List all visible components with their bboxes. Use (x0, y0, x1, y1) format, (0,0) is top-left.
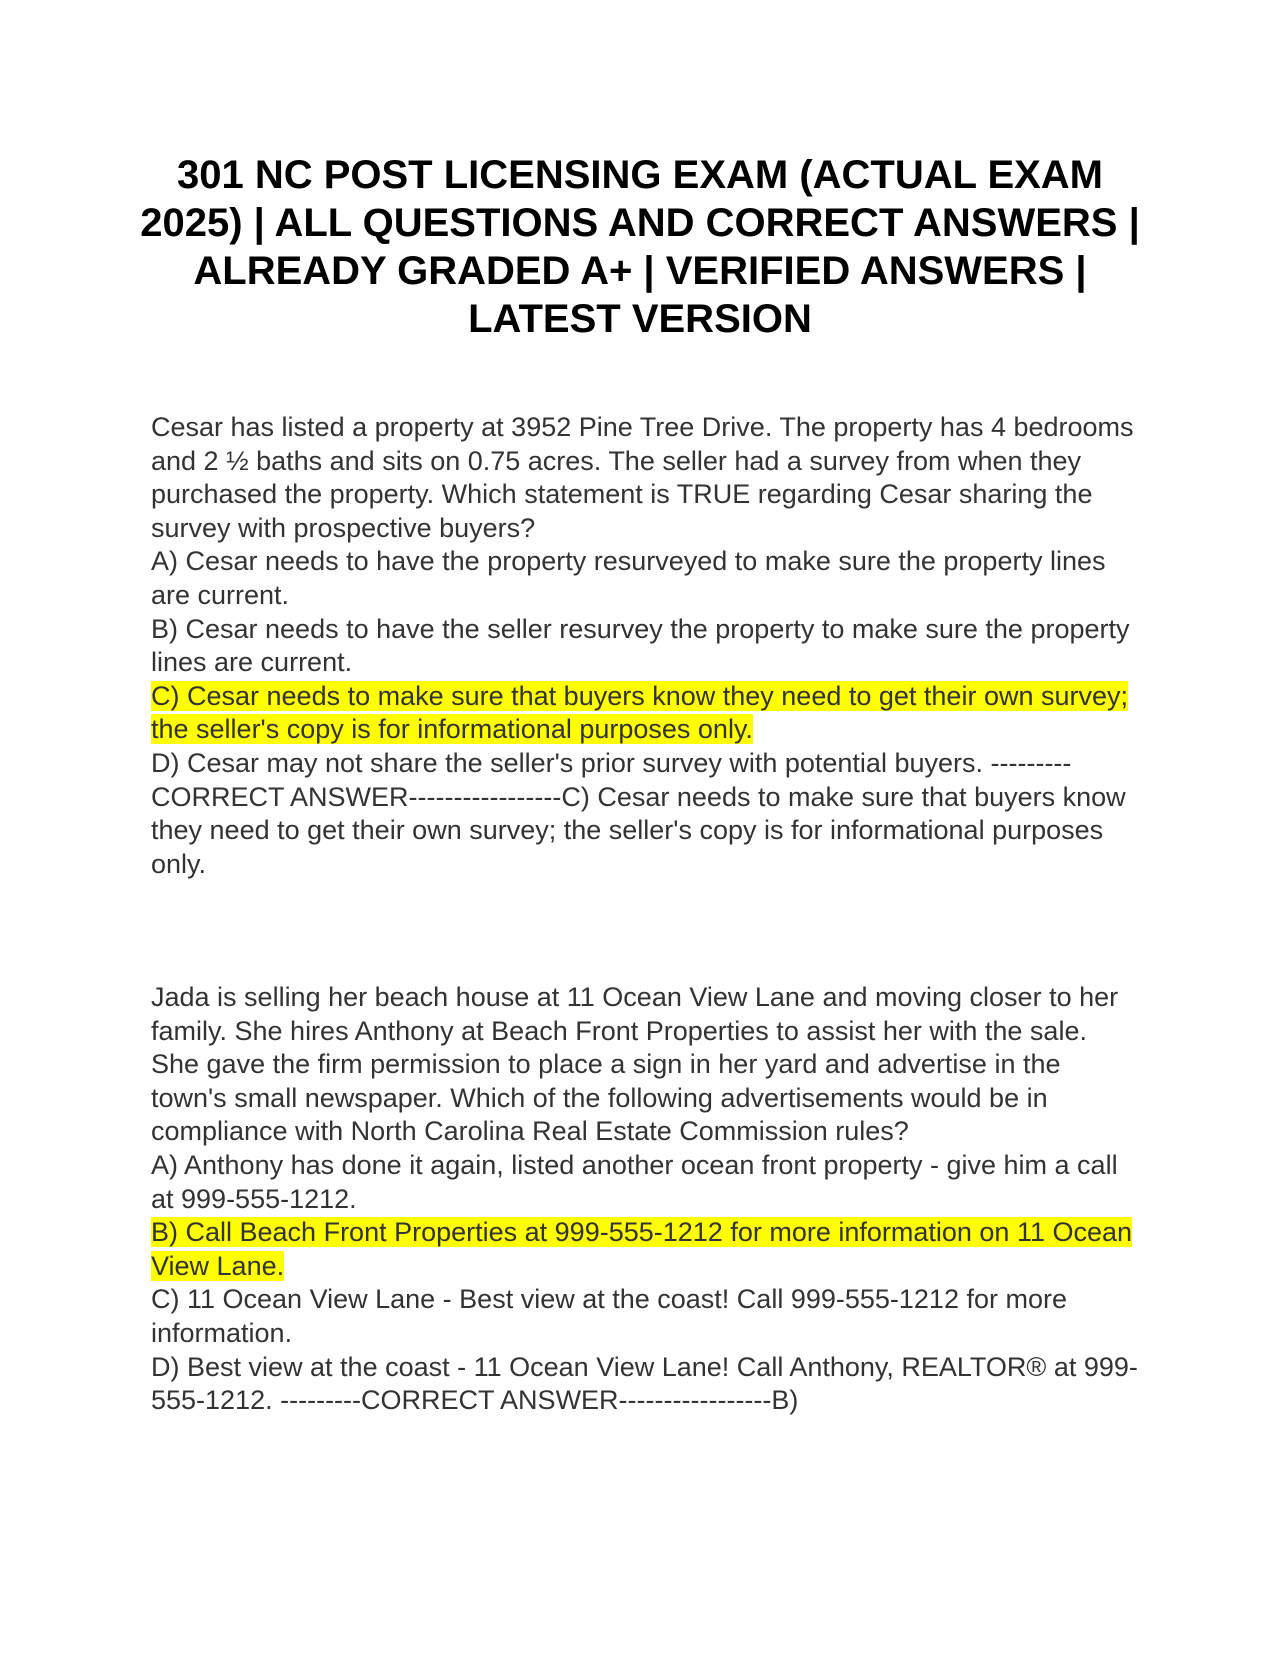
question-stem: Cesar has listed a property at 3952 Pine Tree Drive. The property has 4 bedrooms and 2 ½ baths and sits on 0.75 acres. The seller had a survey from when they purchased the property. Which statement is TRUE regarding Cesar sharing the survey with prospective buyers? (151, 412, 1134, 543)
option-text: D) Best view at the coast - 11 Ocean View Lane! Call Anthony, REALTOR® at 999-555-1212. ---------CORRECT ANSWER-----------------B) (151, 1351, 1138, 1416)
answer-option-a (151, 545, 1141, 612)
highlighted-option-text: B) Call Beach Front Properties at 999-555-1212 for more information on 11 Ocean View Lane. (151, 1217, 1133, 1281)
answer-option-a (151, 1149, 1141, 1216)
option-text: A) Anthony has done it again, listed another ocean front property - give him a call at 999-555-1212. (151, 1149, 1118, 1214)
document-title: 301 NC POST LICENSING EXAM (ACTUAL EXAM 2025) | ALL QUESTIONS AND CORRECT ANSWERS | ALREADY GRADED A+ | VERIFIED ANSWERS | LATEST VERSION (140, 153, 1140, 341)
option-text: B) Cesar needs to have the seller resurvey the property to make sure the property lines are current. (151, 613, 1130, 678)
highlighted-option-text: C) Cesar needs to make sure that buyers know they need to get their own survey; the seller's copy is for informational purposes only. (151, 680, 1128, 745)
answer-option-d (151, 747, 1141, 881)
answer-option-c (151, 1283, 1141, 1350)
option-text: C) 11 Ocean View Lane - Best view at the coast! Call 999-555-1212 for more information. (151, 1284, 1067, 1348)
option-text: A) Cesar needs to have the property resurveyed to make sure the property lines are current. (151, 546, 1106, 610)
option-text: D) Cesar may not share the seller's prior survey with potential buyers. ---------CORRECT ANSWER-----------------C) Cesar needs to make sure that buyers know they need to get their own survey; the seller's copy is for informational purposes only. (151, 747, 1126, 879)
answer-option-c (151, 680, 1141, 747)
question-stem: Jada is selling her beach house at 11 Ocean View Lane and moving closer to her family. She hires Anthony at Beach Front Properties to assist her with the sale. She gave the firm permission to place a sign in her yard and advertise in the town's small newspaper. Which of the following advertisements would be in compliance with North Carolina Real Estate Commission rules? (151, 982, 1119, 1147)
answer-option-d (151, 1351, 1141, 1418)
answer-option-b (151, 1216, 1141, 1283)
answer-option-b (151, 613, 1141, 680)
question-block (151, 981, 1141, 1418)
question-block (151, 411, 1141, 881)
